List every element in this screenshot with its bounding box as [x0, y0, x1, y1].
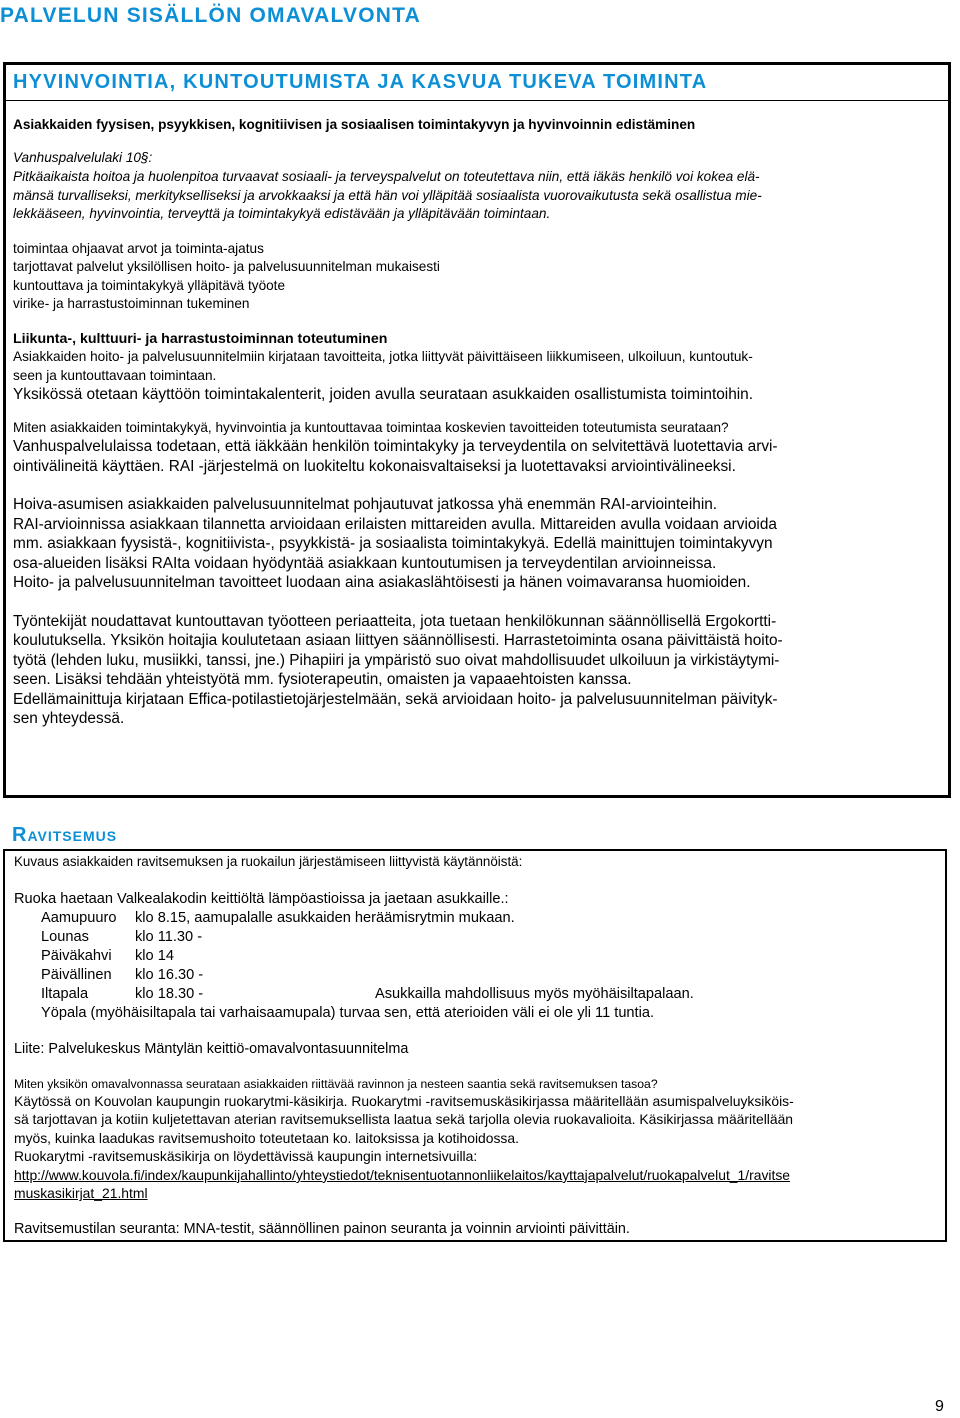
- activity-text-line: Asiakkaiden hoito- ja palvelusuunnitelmiin kirjataan tavoitteita, jotka liittyvät päivittäiseen liikkumiseen, ulkoiluun, kuntoutuk-: [13, 349, 753, 364]
- staff-line: Työntekijät noudattavat kuntouttavan työotteen periaatteita, jota tuetaan henkilökunnan säännöllisellä Ergokortti-: [13, 612, 777, 630]
- activity-heading: Liikunta-, kulttuuri- ja harrastustoiminnan toteutuminen: [13, 330, 388, 347]
- law-text-line: Pitkäaikaista hoitoa ja huolenpitoa turvaavat sosiaali- ja terveyspalvelut on toteutettava niin, että iäkäs henkilö voi kokea elä-: [13, 169, 760, 184]
- staff-line: koulutuksella. Yksikön hoitajia koulutetaan asiaan liittyen säännöllisesti. Harrastetoiminta osana päivittäistä hoito-: [13, 632, 783, 649]
- meal-name: Aamupuuro: [41, 909, 117, 926]
- nutrition-intro: Kuvaus asiakkaiden ravitsemuksen ja ruokailun järjestämiseen liittyvistä käytännöistä:: [14, 854, 523, 869]
- values-line: tarjottavat palvelut yksilöllisen hoito- ja palvelusuunnitelman mukaisesti: [13, 259, 440, 274]
- nutrition-answer-line: sä tarjottavan ja kotiin kuljetettavan aterian ravitsemuksellista laatua sekä tarjolla olevia ruokavalioita. Käsikirjassa määritellään: [14, 1111, 794, 1128]
- meal-row: [14, 985, 937, 1004]
- rai-line: RAI-arvioinnissa asiakkaan tilannetta arvioidaan erilaisten mittareiden avulla. Mittareiden avulla voidaan arvioida: [13, 515, 777, 533]
- meal-time: klo 14: [135, 947, 174, 964]
- attachment-text: Liite: Palvelukeskus Mäntylän keittiö-omavalvontasuunnitelma: [14, 1040, 409, 1057]
- followup-answer-line: Vanhuspalvelulaissa todetaan, että iäkkään henkilön toimintakyky ja terveydentila on selvitettävä luotettavia arvi-: [13, 438, 778, 455]
- values-line: virike- ja harrastustoiminnan tukeminen: [13, 296, 250, 311]
- staff-line: sen yhteydessä.: [13, 710, 125, 727]
- staff-line: seen. Lisäksi tehdään yhteistyötä mm. fysioterapeutin, omaisten ja vapaaehtoisten kanssa.: [13, 671, 632, 688]
- rai-line: Hoiva-asumisen asiakkaiden palvelusuunnitelmat pohjautuvat jatkossa yhä enemmän RAI-arviointeihin.: [13, 496, 718, 513]
- law-text-line: mänsä turvalliseksi, merkitykselliseksi ja arvokkaaksi ja että hän voi ylläpitää sosiaalista vuorovaikutusta sekä osallistua mie-: [13, 187, 762, 203]
- meal-time: klo 16.30 -: [135, 966, 204, 983]
- food-intro: Ruoka haetaan Valkealakodin keittiöltä lämpöastioissa ja jaetaan asukkaille.:: [14, 890, 509, 907]
- nutrition-answer-line: myös, kuinka laadukas ravitsemushoito toteutetaan ko. laitoksissa ja kotihoidossa.: [14, 1129, 519, 1146]
- rai-line: osa-alueiden lisäksi RAIta voidaan hyödyntää asiakkaan kuntoutumisen ja terveydentilan arvioinneissa.: [13, 554, 717, 572]
- nutrition-answer-line: Ruokarytmi -ravitsemuskäsikirja on löydettävissä kaupungin internetsivuilla:: [14, 1148, 478, 1165]
- staff-line: Edellämainittuja kirjataan Effica-potilastietojärjestelmään, sekä arvioidaan hoito- ja palvelusuunnitelman päivityk-: [13, 690, 778, 708]
- page-title: PALVELUN SISÄLLÖN OMAVALVONTA: [0, 4, 421, 27]
- followup-answer-line: ointivälineitä käyttäen. RAI -järjestelmä on luokiteltu kokonaisvaltaiseksi ja luotettavaksi arviointivälineeksi.: [13, 457, 736, 475]
- meal-note: Asukkailla mahdollisuus myös myöhäisiltapalaan.: [375, 985, 694, 1002]
- meal-name: Lounas: [41, 928, 89, 945]
- meal-row: [14, 909, 937, 928]
- staff-line: työtä (lehden luku, musiikki, tanssi, jne.) Pihapiiri ja ympäristö suo oivat mahdollisuudet ulkoiluun ja virkistäytymi-: [13, 651, 780, 669]
- meal-name: Iltapala: [41, 985, 89, 1002]
- section-subtitle: Asiakkaiden fyysisen, psyykkisen, kognitiivisen ja sosiaalisen toimintakyvyn ja hyvinvoinnin edistäminen: [13, 117, 696, 132]
- wellbeing-section-box: [3, 62, 951, 798]
- values-line: kuntouttava ja toimintakykyä ylläpitävä työote: [13, 277, 286, 293]
- meal-time: klo 8.15, aamupalalle asukkaiden heräämisrytmin mukaan.: [135, 909, 515, 926]
- activity-text-line: seen ja kuntouttavaan toimintaan.: [13, 367, 217, 383]
- nutrition-question: Miten yksikön omavalvonnassa seurataan asiakkaiden riittävää ravinnon ja nesteen saantia sekä ravitsemuksen tasoa?: [14, 1076, 658, 1091]
- ruokarytmi-link[interactable]: http://www.kouvola.fi/index/kaupunkijahallinto/yhteystiedot/teknisentuotannonliikelaitos/kayttajapalvelut/ruokapalvelut_1/ravitse: [14, 1166, 791, 1183]
- monitoring-text: Ravitsemustilan seuranta: MNA-testit, säännöllinen painon seuranta ja voinnin arviointi päivittäin.: [14, 1221, 630, 1238]
- values-line: toimintaa ohjaavat arvot ja toiminta-ajatus: [13, 240, 264, 256]
- meal-row: [14, 947, 937, 966]
- page-number: 9: [935, 1398, 944, 1415]
- meal-name: Päiväkahvi: [41, 947, 112, 964]
- nutrition-title: Ravitsemus: [12, 824, 118, 846]
- title-divider: [6, 100, 949, 101]
- section-title: HYVINVOINTIA, KUNTOUTUMISTA JA KASVUA TUKEVA TOIMINTA: [13, 71, 708, 93]
- nutrition-section-box: [3, 849, 947, 1242]
- nutrition-answer-line: Käytössä on Kouvolan kaupungin ruokarytmi-käsikirja. Ruokarytmi -ravitsemuskäsikirjassa määritellään asumispalveluyksiköis-: [14, 1092, 794, 1109]
- law-text-line: lekkääseen, hyvinvointia, terveyttä ja toimintakykyä edistävään ja ylläpitävään toimintaan.: [13, 206, 551, 221]
- followup-question: Miten asiakkaiden toimintakykyä, hyvinvointia ja kuntouttavaa toimintaa koskevien tavoitteiden toteutumista seurataan?: [13, 419, 729, 435]
- meal-name: Päivällinen: [41, 966, 112, 983]
- meal-time: klo 11.30 -: [135, 928, 203, 945]
- law-reference: Vanhuspalvelulaki 10§:: [13, 149, 153, 165]
- night-meal-text: Yöpala (myöhäisiltapala tai varhaisaamupala) turvaa sen, että aterioiden väli ei ole yli 11 tuntia.: [41, 1004, 655, 1021]
- rai-line: mm. asiakkaan fyysistä-, kognitiivista-, psyykkistä- ja sosiaalista toimintakykyä. Edellä mainittujen toimintakyvyn: [13, 535, 773, 552]
- rai-line: Hoito- ja palvelusuunnitelman tavoitteet luodaan aina asiakaslähtöisesti ja hänen voimavaransa huomioiden.: [13, 574, 751, 591]
- ruokarytmi-link[interactable]: muskasikirjat_21.html: [14, 1185, 148, 1202]
- meal-row: [14, 928, 937, 947]
- calendar-text: Yksikössä otetaan käyttöön toimintakalenterit, joiden avulla seurataan asukkaiden osallistumista toimintoihin.: [13, 386, 754, 403]
- meal-row: [14, 966, 937, 985]
- meal-time: klo 18.30 -: [135, 985, 204, 1002]
